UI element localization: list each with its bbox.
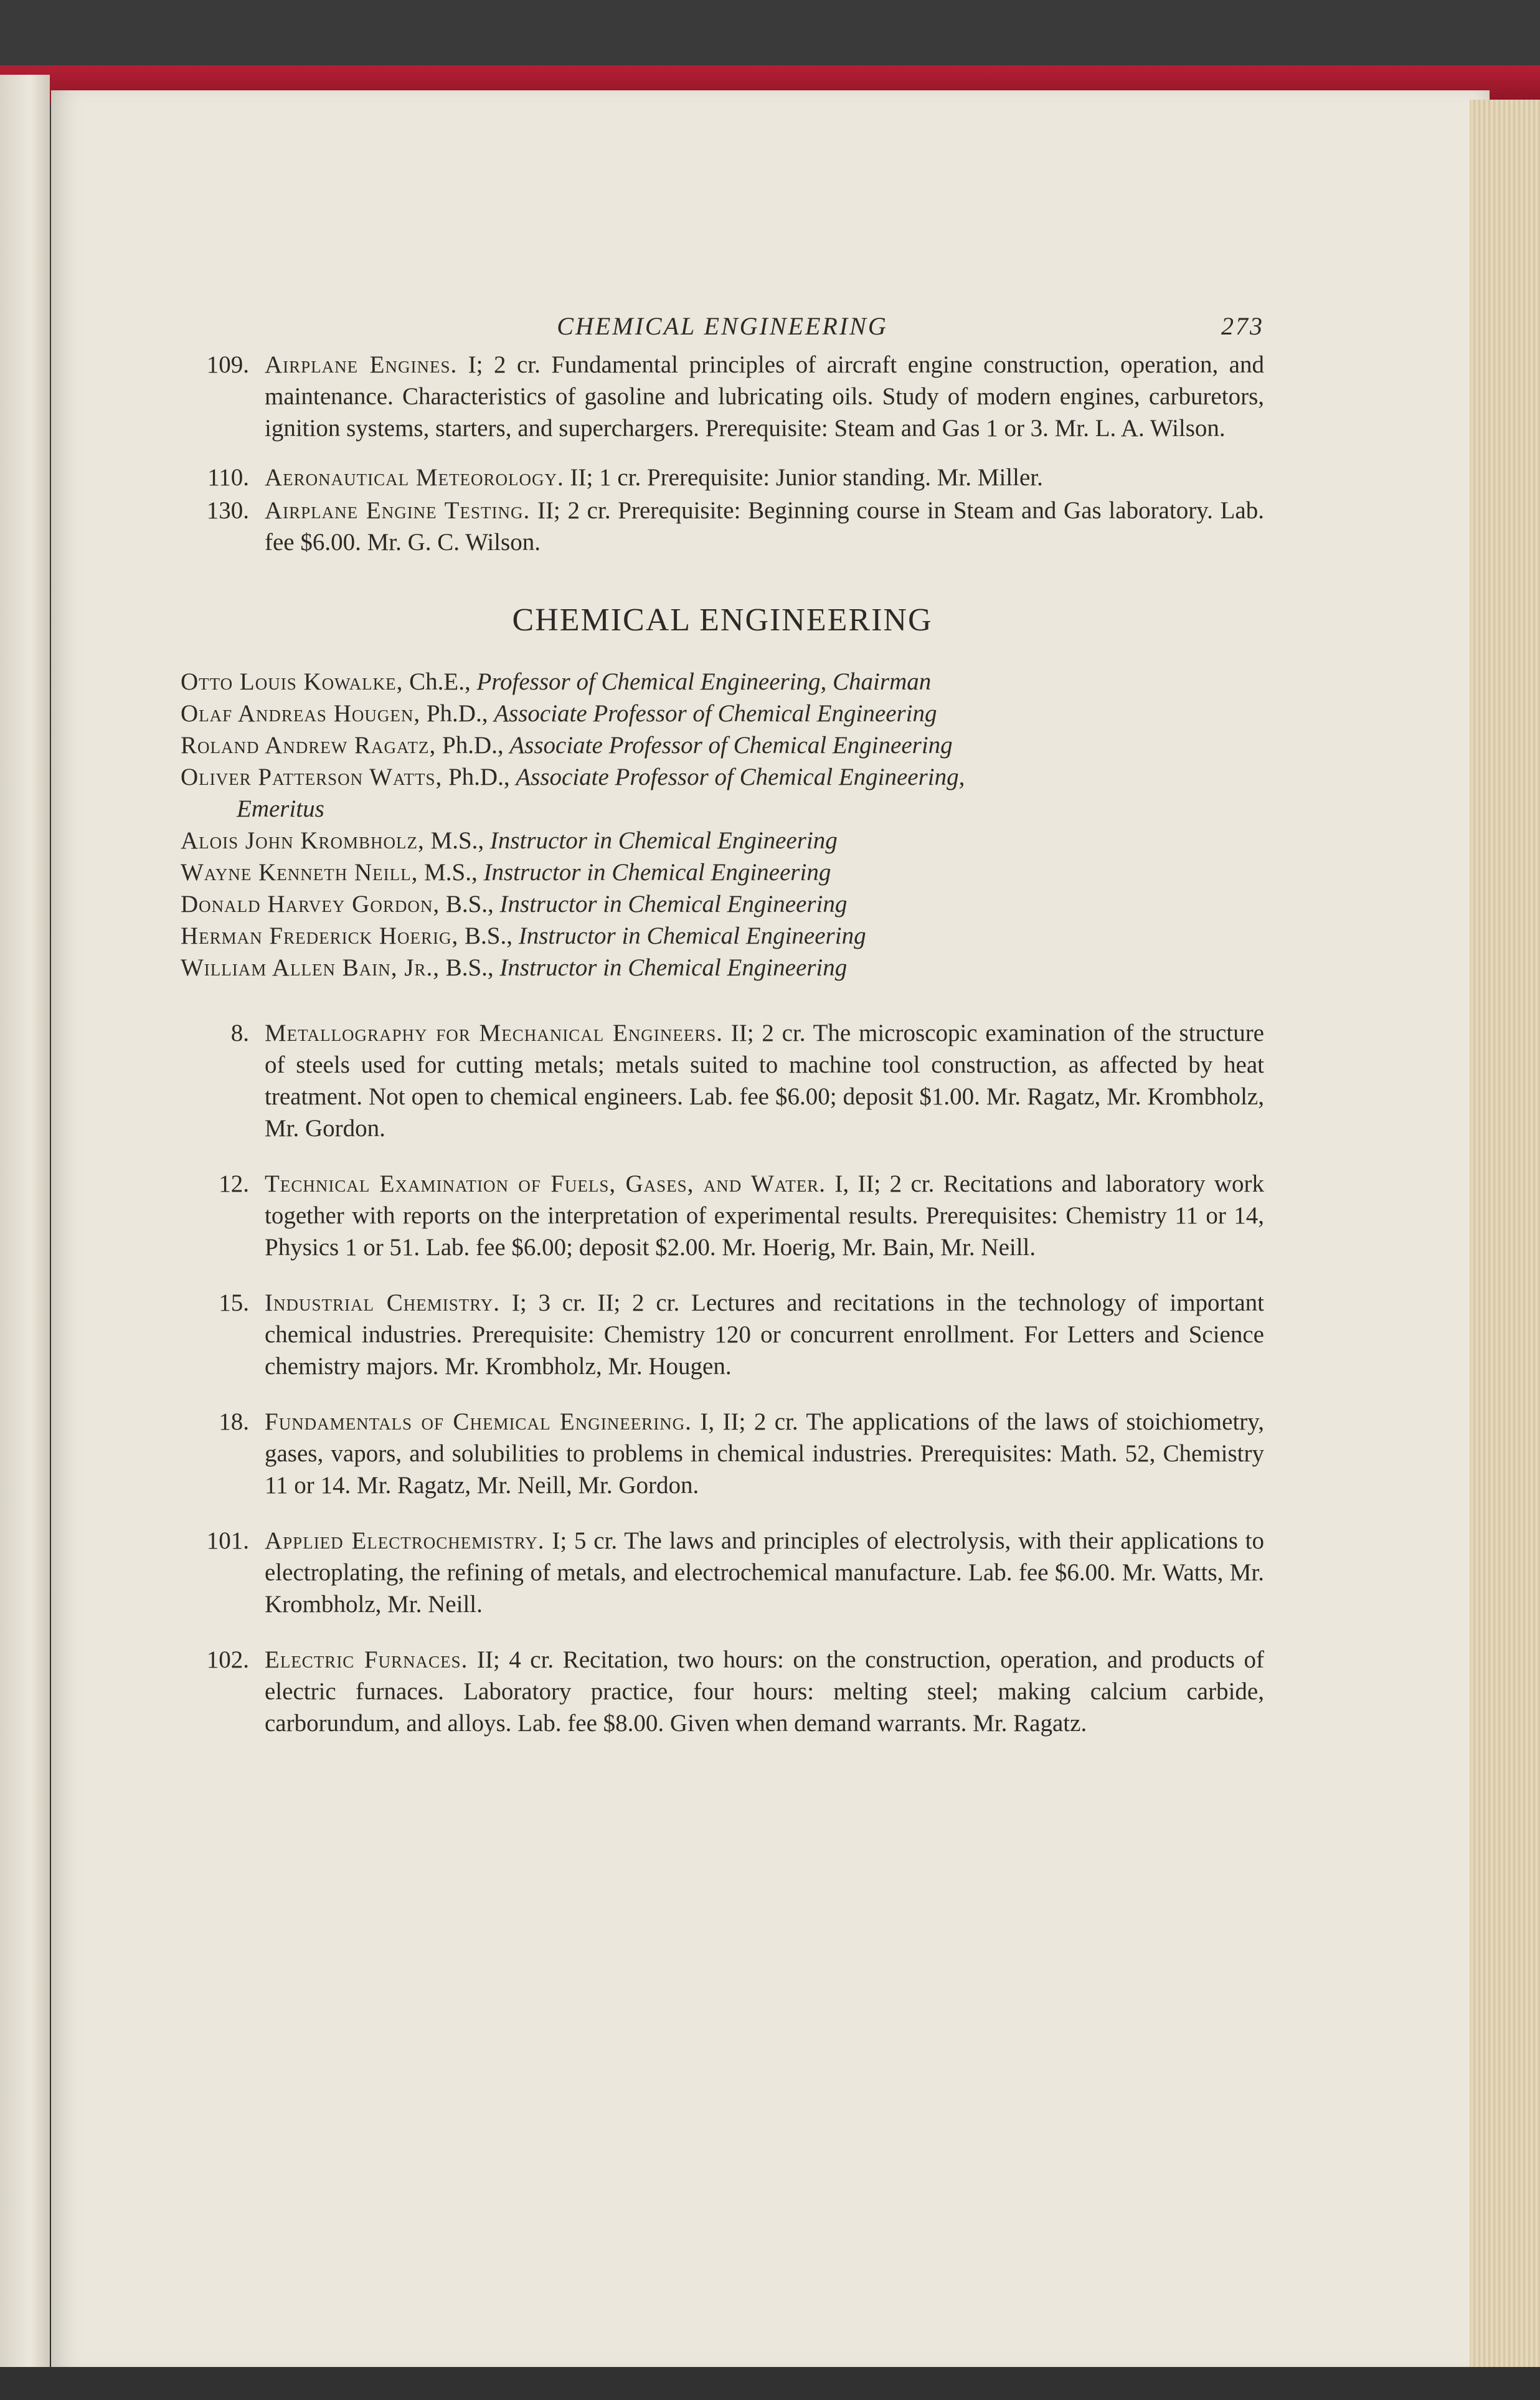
- course-description: I; 3 cr. II; 2 cr. Lectures and recitations in the technology of important chemical industries. Prerequisite: Chemistry 120 or concurrent enrollment. For Letters and Science chemistry majors. Mr. Krombholz, Mr. Hougen.: [265, 1289, 1264, 1380]
- faculty-title: Associate Professor of Chemical Engineering: [509, 732, 953, 759]
- course-description: II; 1 cr. Prerequisite: Junior standing. Mr. Miller.: [564, 464, 1043, 491]
- course-number: 101.: [206, 1527, 249, 1554]
- faculty-degree: B.S.,: [440, 891, 500, 918]
- course-name: Industrial Chemistry.: [265, 1289, 501, 1316]
- faculty-name: Roland Andrew Ragatz,: [181, 732, 437, 759]
- course-entry-130: [181, 495, 1264, 558]
- faculty-degree: M.S.,: [418, 859, 484, 886]
- faculty-member: [181, 856, 1264, 888]
- course-entry-12: [181, 1168, 1264, 1263]
- course-number: 109.: [206, 351, 249, 378]
- faculty-degree: B.S.,: [458, 923, 519, 949]
- page-edges: [1470, 100, 1540, 2367]
- faculty-degree: Ph.D.,: [420, 700, 494, 727]
- course-number: 110.: [207, 464, 249, 491]
- faculty-degree: Ch.E.,: [403, 668, 477, 695]
- course-number: 15.: [219, 1289, 249, 1316]
- faculty-member: [181, 920, 1264, 952]
- course-description: II; 2 cr. Prerequisite: Beginning course in Steam and Gas laboratory. Lab. fee $6.00. Mr. G. C. Wilson.: [265, 497, 1264, 556]
- faculty-title-continuation: [181, 793, 1264, 825]
- course-name: Airplane Engine Testing.: [265, 497, 531, 524]
- course-entry-110: [181, 462, 1264, 493]
- faculty-name: Otto Louis Kowalke,: [181, 668, 404, 695]
- course-name: Fundamentals of Chemical Engineering.: [265, 1408, 692, 1435]
- faculty-member: [181, 888, 1264, 920]
- course-description: II; 4 cr. Recitation, two hours: on the construction, operation, and products of electric furnaces. Laboratory practice, four hours: melting steel; making calcium carbide, carborundum, and alloys. Lab. fee $8.00. Given when demand warrants. Mr. Ragatz.: [265, 1646, 1264, 1737]
- faculty-degree: Ph.D.,: [436, 732, 510, 759]
- faculty-title: Emeritus: [237, 795, 324, 822]
- faculty-title: Instructor in Chemical Engineering: [489, 827, 838, 854]
- page-number: 273: [1221, 312, 1264, 340]
- course-number: 8.: [230, 1020, 249, 1046]
- faculty-name: Herman Frederick Hoerig,: [181, 923, 459, 949]
- running-head-title: CHEMICAL ENGINEERING: [557, 312, 888, 340]
- course-name: Applied Electrochemistry.: [265, 1527, 545, 1554]
- course-number: 130.: [206, 497, 249, 524]
- course-name: Technical Examination of Fuels, Gases, and Water.: [265, 1170, 826, 1197]
- faculty-name: Alois John Krombholz,: [181, 827, 425, 854]
- faculty-title: Instructor in Chemical Engineering: [483, 859, 831, 886]
- course-number: 18.: [219, 1408, 249, 1435]
- course-list: [181, 1017, 1264, 1739]
- faculty-name: Donald Harvey Gordon,: [181, 891, 440, 918]
- section-title: CHEMICAL ENGINEERING: [512, 602, 933, 638]
- faculty-name: William Allen Bain, Jr.,: [181, 954, 440, 981]
- course-entry-109: [181, 349, 1264, 444]
- faculty-name: Olaf Andreas Hougen,: [181, 700, 421, 727]
- faculty-title: Associate Professor of Chemical Engineering,: [516, 764, 965, 790]
- course-number: 102.: [206, 1646, 249, 1673]
- faculty-member: [181, 952, 1264, 984]
- book-cover-left: [0, 75, 50, 2400]
- course-entry-15: [181, 1287, 1264, 1382]
- course-name: Airplane Engines.: [265, 351, 458, 378]
- faculty-name: Oliver Patterson Watts,: [181, 764, 443, 790]
- faculty-name: Wayne Kenneth Neill,: [181, 859, 418, 886]
- course-description: I; 5 cr. The laws and principles of electrolysis, with their applications to electroplating, the refining of metals, and electrochemical manufacture. Lab. fee $6.00. Mr. Watts, Mr. Krombholz, Mr. Neill.: [265, 1527, 1264, 1618]
- faculty-title: Professor of Chemical Engineering, Chairman: [476, 668, 932, 695]
- course-entry-8: [181, 1017, 1264, 1144]
- course-description: I; 2 cr. Fundamental principles of aircraft engine construction, operation, and maintenance. Characteristics of gasoline and lubricating oils. Study of modern engines, carburetors, ignition systems, starters, and superchargers. Prerequisite: Steam and Gas 1 or 3. Mr. L. A. Wilson.: [265, 351, 1264, 442]
- faculty-title: Associate Professor of Chemical Engineering: [494, 700, 937, 727]
- faculty-member: [181, 698, 1264, 729]
- book-cover-bottom: [0, 2367, 1540, 2400]
- course-description: I, II; 2 cr. Recitations and laboratory work together with reports on the interpretation of experimental results. Prerequisites: Chemistry 11 or 14, Physics 1 or 51. Lab. fee $6.00; deposit $2.00. Mr. Hoerig, Mr. Bain, Mr. Neill.: [265, 1170, 1264, 1261]
- faculty-list: [181, 666, 1264, 984]
- course-entry-101: [181, 1525, 1264, 1620]
- faculty-degree: M.S.,: [424, 827, 490, 854]
- faculty-member: [181, 825, 1264, 856]
- faculty-degree: B.S.,: [439, 954, 500, 981]
- course-entry-102: [181, 1644, 1264, 1739]
- course-name: Metallography for Mechanical Engineers.: [265, 1020, 724, 1046]
- course-description: II; 2 cr. The microscopic examination of the structure of steels used for cutting metals; metals suited to machine tool construction, as affected by heat treatment. Not open to chemical engineers. Lab. fee $6.00; deposit $1.00. Mr. Ragatz, Mr. Krombholz, Mr. Gordon.: [265, 1020, 1264, 1142]
- faculty-title: Instructor in Chemical Engineering: [499, 954, 848, 981]
- faculty-degree: Ph.D.,: [442, 764, 516, 790]
- faculty-member: [181, 729, 1264, 761]
- faculty-title: Instructor in Chemical Engineering: [518, 923, 866, 949]
- faculty-member: [181, 666, 1264, 698]
- faculty-title: Instructor in Chemical Engineering: [499, 891, 848, 918]
- course-name: Electric Furnaces.: [265, 1646, 468, 1673]
- course-number: 12.: [219, 1170, 249, 1197]
- page-content: [181, 305, 1264, 1763]
- running-head: [181, 305, 1264, 349]
- course-name: Aeronautical Meteorology.: [265, 464, 564, 491]
- faculty-member: [181, 761, 1264, 793]
- course-entry-18: [181, 1406, 1264, 1501]
- course-description: I, II; 2 cr. The applications of the laws of stoichiometry, gases, vapors, and solubilities to problems in chemical industries. Prerequisites: Math. 52, Chemistry 11 or 14. Mr. Ragatz, Mr. Neill, Mr. Gordon.: [265, 1408, 1264, 1499]
